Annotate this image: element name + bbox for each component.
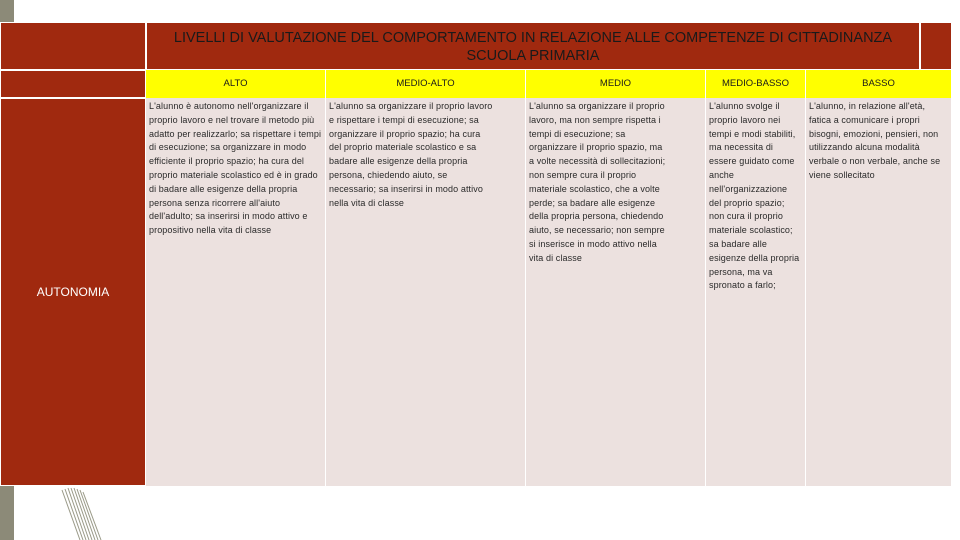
autonomia-row <box>0 98 952 486</box>
row-label-text: AUTONOMIA <box>36 285 110 299</box>
decorative-lines <box>60 486 120 540</box>
level-header-basso: BASSO <box>806 70 952 98</box>
table-title: LIVELLI DI VALUTAZIONE DEL COMPORTAMENTO IN RELAZIONE ALLE COMPETENZE DI CITTADINANZA SCUOLA PRIMARIA <box>146 22 920 70</box>
level-header-row <box>0 70 952 98</box>
row-label-autonomia <box>0 98 146 486</box>
description-basso: L'alunno, in relazione all'età, fatica a comunicare i propri bisogni, emozioni, pensieri, non utilizzando alcuna modalità verbale o non verbale, anche se viene sollecitato <box>806 98 952 486</box>
description-medio-basso: L'alunno svolge il proprio lavoro nei tempi e modi stabiliti, ma necessita di essere guidato come anche nell'organizzazione del proprio spazio; non cura il proprio materiale scolastico; sa badare alle esigenze della propria persona, ma va spronato a farlo; <box>706 98 806 486</box>
level-header-medio-alto: MEDIO-ALTO <box>326 70 526 98</box>
level-header-medio-basso: MEDIO-BASSO <box>706 70 806 98</box>
level-header-medio: MEDIO <box>526 70 706 98</box>
title-row <box>0 22 952 70</box>
header-corner-cell <box>0 70 146 98</box>
description-alto: L'alunno è autonomo nell'organizzare il proprio lavoro e nel trovare il metodo più adatto per realizzarlo; sa rispettare i tempi di esecuzione; sa organizzare in modo efficiente il proprio spazio; ha cura del proprio materiale scolastico ed è in grado di badare alle esigenze della propria persona senza ricorrere all'aiuto dell'adulto; sa inserirsi in modo attivo e propositivo nella vita di classe <box>146 98 326 486</box>
description-medio-alto: L'alunno sa organizzare il proprio lavoro e rispettare i tempi di esecuzione; sa organizzare il proprio spazio; ha cura del proprio materiale scolastico e sa badare alle esigenze della propria persona, chiedendo aiuto, se necessario; sa inserirsi in modo attivo nella vita di classe <box>326 98 526 486</box>
level-header-alto: ALTO <box>146 70 326 98</box>
description-medio: L'alunno sa organizzare il proprio lavoro, ma non sempre rispetta i tempi di esecuzione; sa organizzare il proprio spazio, ma a volte necessità di sollecitazioni; non sempre cura il proprio materiale scolastico, che a volte perde; sa badare alle esigenze della propria persona, chiedendo aiuto, se necessario; non sempre si inserisce in modo attivo nella vita di classe <box>526 98 706 486</box>
title-right-cell <box>920 22 952 70</box>
title-left-cell <box>0 22 146 70</box>
